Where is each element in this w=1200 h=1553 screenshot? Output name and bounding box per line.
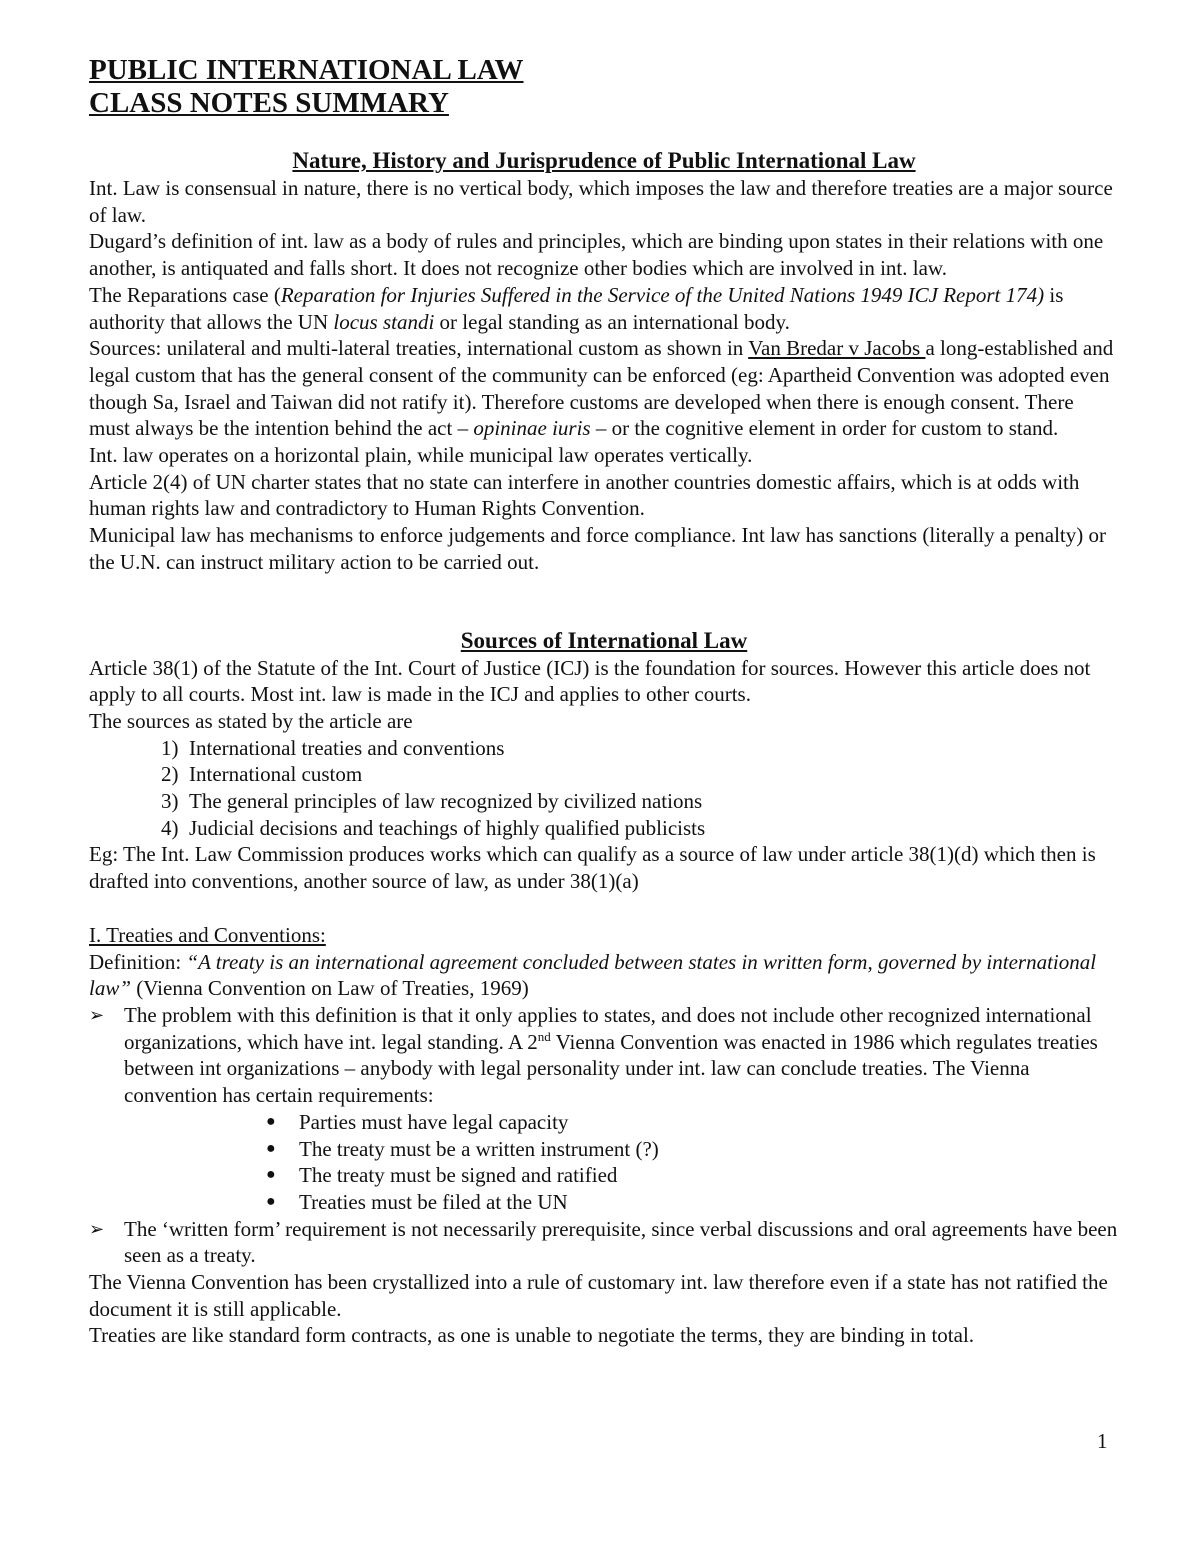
subheading-treaties: I. Treaties and Conventions: (89, 922, 326, 947)
paragraph: Municipal law has mechanisms to enforce judgements and force compliance. Int law has sanctions (literally a penalty) or the U.N. can instruct military action to be carried out. (89, 523, 1106, 574)
latin-term: locus standi (333, 309, 435, 334)
paragraph: Dugard’s definition of int. law as a body of rules and principles, which are binding upon states in their relations with one another, is antiquated and falls short. It does not recognize other bodies which are involved in int. law. (89, 229, 1104, 281)
definition-quote: “A treaty is an international agreement concluded between states in written form, governed by international law” (89, 949, 1097, 1001)
list-item: 4) Judicial decisions and teachings of highly qualified publicists (161, 815, 706, 840)
paragraph-sources: Sources: unilateral and multi-lateral treaties, international custom as shown in Van Bredar v Jacobs a long-established and legal custom that has the general consent of the community can be enforced (eg: Apartheid Convention was adopted even though Sa, Israel and Taiwan did not ratify it). Therefore customs are developed when there is enough consent. There must always be the intention behind the act – opininae iuris – or the cognitive element in order for custom to stand. (89, 336, 1114, 441)
case-citation: Reparation for Injuries Suffered in the Service of the United Nations 1949 ICJ Report 174) (280, 282, 1045, 307)
list-item: 3) The general principles of law recognized by civilized nations (161, 789, 703, 814)
list-item: 1) International treaties and conventions (161, 735, 505, 760)
list-item: ● Parties must have legal capacity (266, 1109, 569, 1134)
paragraph-reparations: The Reparations case (Reparation for Injuries Suffered in the Service of the United Nations 1949 ICJ Report 174) is authority that allows the UN locus standi or legal standing as an international body. (89, 282, 1064, 334)
list-item: 2) International custom (161, 762, 363, 787)
list-item: ➢ The problem with this definition is that it only applies to states, and does not include other recognized international organizations, which have int. legal standing. A 2nd Vienna Convention was enacted in 1986 which regulates treaties between int organizations – anybody with legal personality under int. law can conclude treaties. The Vienna convention has certain requirements: (89, 1002, 1098, 1108)
paragraph: Eg: The Int. Law Commission produces works which can qualify as a source of law under article 38(1)(d) which then is drafted into conventions, another source of law, as under 38(1)(a) (89, 842, 1096, 894)
document-title-line-1: PUBLIC INTERNATIONAL LAW (89, 54, 524, 86)
page-number: 1 (1097, 1429, 1108, 1453)
disc-bullet-icon: ● (266, 1139, 276, 1157)
paragraph: Int. law operates on a horizontal plain, while municipal law operates vertically. (89, 443, 753, 468)
arrow-bullet-icon: ➢ (89, 1004, 105, 1025)
paragraph: The sources as stated by the article are (89, 708, 413, 733)
paragraph: The Vienna Convention has been crystallized into a rule of customary int. law therefore even if a state has not ratified the document it is still applicable. (89, 1270, 1108, 1321)
list-item: ➢ The ‘written form’ requirement is not necessarily prerequisite, since verbal discussions and oral agreements have been seen as a treaty. (89, 1216, 1118, 1268)
list-item: ● The treaty must be a written instrument (?) (266, 1136, 659, 1161)
paragraph: Article 38(1) of the Statute of the Int. Court of Justice (ICJ) is the foundation for sources. However this article does not apply to all courts. Most int. law is made in the ICJ and applies to other courts. (89, 655, 1091, 707)
document-title (89, 54, 1119, 120)
list-item: ● The treaty must be signed and ratified (266, 1163, 618, 1188)
disc-bullet-icon: ● (266, 1166, 276, 1184)
section-heading-sources: Sources of International Law (460, 627, 748, 653)
requirements-list (89, 1109, 1119, 1216)
disc-bullet-icon: ● (266, 1192, 276, 1210)
arrow-list (89, 1002, 1119, 1109)
section-heading-nature: Nature, History and Jurisprudence of Public International Law (292, 148, 916, 173)
disc-bullet-icon: ● (266, 1112, 276, 1130)
arrow-bullet-icon: ➢ (89, 1218, 105, 1239)
arrow-list (89, 1216, 1119, 1269)
latin-term: opininae iuris (473, 416, 591, 441)
paragraph: Treaties are like standard form contracts, as one is unable to negotiate the terms, they are binding in total. (89, 1323, 975, 1348)
document-page (89, 54, 1119, 1349)
sources-list (89, 735, 1119, 842)
document-title-line-2: CLASS NOTES SUMMARY (89, 87, 449, 119)
case-name: Van Bredar v Jacobs (748, 336, 926, 361)
paragraph: Article 2(4) of UN charter states that no state can interfere in another countries domestic affairs, which is at odds with human rights law and contradictory to Human Rights Convention. (89, 469, 1080, 521)
paragraph-definition: Definition: “A treaty is an international agreement concluded between states in written form, governed by international law” (Vienna Convention on Law of Treaties, 1969) (89, 949, 1097, 1001)
paragraph: Int. Law is consensual in nature, there is no vertical body, which imposes the law and therefore treaties are a major source of law. (89, 176, 1113, 227)
list-item: ● Treaties must be filed at the UN (266, 1189, 568, 1214)
